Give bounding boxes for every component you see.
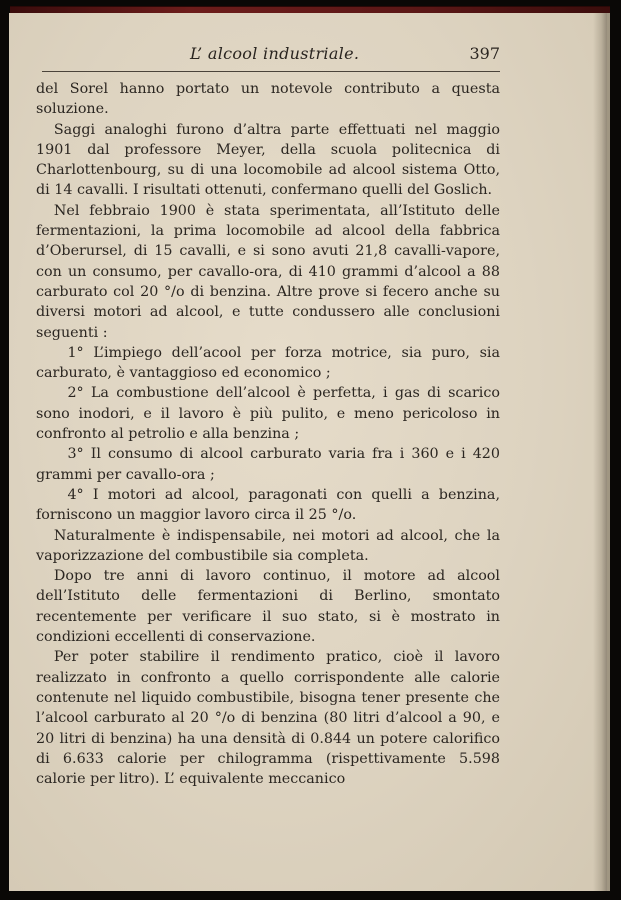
running-title: L’ alcool industriale. [190, 44, 360, 63]
page-number: 397 [469, 44, 500, 63]
paragraph: Dopo tre anni di lavoro continuo, il motore ad alcool dell’Istituto delle fermentazioni di Berlino, smontato recentemente per verificare il suo stato, si è mostrato in condizioni eccellenti di conservazione. [36, 568, 500, 646]
paragraph: Naturalmente è indispensabile, nei motori ad alcool, che la vaporizzazione del combustibile sia completa. [36, 527, 500, 564]
list-item: 2° La combustione dell’alcool è perfetta, i gas di scarico sono inodori, e il lavoro è più pulito, e meno pericoloso in confronto al petrolio e alla benzina ; [36, 385, 500, 443]
page-header [42, 44, 512, 70]
list-item: 1° L’impiego dell’acool per forza motrice, sia puro, sia carburato, è vantaggioso ed economico ; [36, 344, 500, 382]
list-item: 4° I motori ad alcool, paragonati con quelli a benzina, forniscono un maggior lavoro circa il 25 °/o. [36, 486, 500, 524]
paragraph: Nel febbraio 1900 è stata sperimentata, all’Istituto delle fermentazioni, la prima locomobile ad alcool della fabbrica d’Oberursel, di 15 cavalli, e si sono avuti 21,8 cavalli-vapore, con un consumo, per cavallo-ora, di 410 grammi d’alcool a 88 carburato col 20 °/o di benzina. Altre prove si fecero anche su diversi motori ad alcool, e tutte condussero alle conclusioni seguenti : [36, 202, 500, 341]
page-gutter-shadow [593, 13, 607, 891]
body-text [36, 79, 500, 789]
header-rule [42, 71, 500, 72]
list-item: 3° Il consumo di alcool carburato varia fra i 360 e i 420 grammi per cavallo-ora ; [36, 446, 500, 483]
paragraph: Per poter stabilire il rendimento pratico, cioè il lavoro realizzato in confronto a quello corrispondente alle calorie contenute nel liquido combustibile, bisogna tener presente che l’alcool carburato al 20 °/o di benzina (80 litri d’alcool a 90, e 20 litri di benzina) ha una densità di 0.844 un potere calorifico di 6.633 calorie per chilogramma (rispettivamente 5.598 calorie per litro). L’ equivalente meccanico [36, 649, 500, 788]
paragraph-continued: del Sorel hanno portato un notevole contributo a questa soluzione. [36, 81, 500, 118]
paragraph: Saggi analoghi furono d’altra parte effettuati nel maggio 1901 dal professore Meyer, della scuola politecnica di Charlottenbourg, su di una locomobile ad alcool sistema Otto, di 14 cavalli. I risultati ottenuti, confermano quelli del Goslich. [36, 121, 500, 199]
